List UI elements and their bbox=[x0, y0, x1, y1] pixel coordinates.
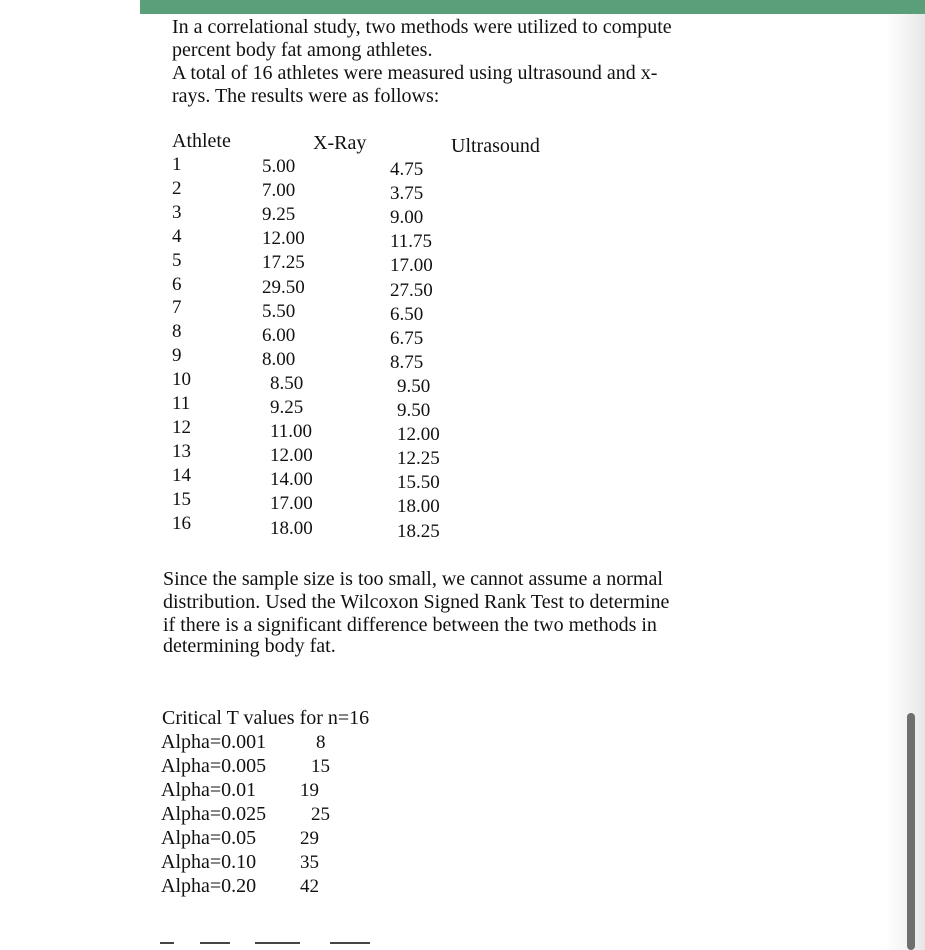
ultrasound-value: 18.25 bbox=[397, 520, 440, 542]
top-bar bbox=[0, 0, 925, 14]
intro-line-3: A total of 16 athletes were measured using ultrasound and x- bbox=[172, 62, 658, 84]
xray-value: 14.00 bbox=[270, 469, 313, 491]
intro-line-4: rays. The results were as follows: bbox=[172, 85, 440, 107]
athlete-id: 9 bbox=[172, 345, 182, 367]
scroll-track bbox=[885, 14, 925, 950]
xray-value: 17.25 bbox=[262, 252, 305, 274]
xray-value: 11.00 bbox=[270, 421, 313, 443]
xray-value: 5.50 bbox=[262, 300, 296, 322]
xray-value: 12.00 bbox=[270, 445, 313, 467]
intro-line-2: percent body fat among athletes. bbox=[172, 39, 433, 61]
alpha-label: Alpha=0.025 bbox=[161, 803, 267, 825]
alpha-label: Alpha=0.20 bbox=[161, 875, 257, 897]
athlete-id: 10 bbox=[172, 369, 191, 391]
xray-value: 29.50 bbox=[262, 276, 305, 298]
top-bar-blank bbox=[0, 0, 140, 14]
critical-t-value: 8 bbox=[316, 732, 326, 753]
critical-t-value: 15 bbox=[311, 756, 330, 777]
ultrasound-value: 12.25 bbox=[397, 448, 440, 470]
athlete-id: 8 bbox=[172, 321, 182, 343]
athlete-id: 3 bbox=[172, 201, 182, 223]
xray-value: 8.50 bbox=[270, 372, 304, 394]
athlete-id: 2 bbox=[172, 177, 182, 199]
ultrasound-value: 17.00 bbox=[390, 255, 433, 277]
athlete-id: 13 bbox=[172, 440, 191, 462]
xray-value: 18.00 bbox=[270, 517, 313, 539]
athlete-id: 14 bbox=[172, 464, 191, 486]
athlete-id: 6 bbox=[172, 273, 182, 295]
critical-t-value: 25 bbox=[311, 804, 330, 825]
ultrasound-value: 6.50 bbox=[390, 303, 424, 325]
ultrasound-value: 15.50 bbox=[397, 472, 440, 494]
intro-line-1: In a correlational study, two methods were utilized to compute bbox=[172, 16, 672, 38]
critical-title: Critical T values for n=16 bbox=[162, 707, 370, 729]
alpha-label: Alpha=0.005 bbox=[161, 755, 267, 777]
alpha-label: Alpha=0.001 bbox=[161, 731, 267, 753]
explanation-line-1: Since the sample size is too small, we cannot assume a normal bbox=[163, 568, 663, 590]
xray-value: 8.00 bbox=[262, 348, 296, 370]
athlete-id: 1 bbox=[172, 154, 182, 175]
ultrasound-value: 11.75 bbox=[390, 231, 433, 253]
athlete-id: 15 bbox=[172, 488, 191, 510]
xray-value: 5.00 bbox=[262, 156, 296, 177]
ultrasound-value: 12.00 bbox=[397, 424, 440, 446]
xray-value: 9.25 bbox=[270, 397, 304, 418]
alpha-label: Alpha=0.10 bbox=[161, 851, 257, 873]
athlete-id: 5 bbox=[172, 249, 182, 271]
xray-value: 17.00 bbox=[270, 493, 313, 515]
athlete-id: 11 bbox=[172, 393, 191, 414]
ultrasound-value: 9.00 bbox=[390, 207, 424, 229]
critical-t-value: 19 bbox=[300, 780, 319, 801]
athlete-id: 7 bbox=[172, 297, 182, 319]
critical-t-value: 29 bbox=[300, 828, 319, 849]
header-athlete: Athlete bbox=[172, 130, 231, 152]
xray-value: 12.00 bbox=[262, 228, 305, 250]
critical-t-value: 35 bbox=[300, 852, 319, 873]
header-ultrasound: Ultrasound bbox=[451, 135, 540, 157]
athlete-id: 16 bbox=[172, 512, 191, 534]
explanation-line-2: distribution. Used the Wilcoxon Signed Rank Test to determine bbox=[163, 591, 670, 613]
cutoff-text bbox=[160, 942, 400, 950]
top-bar-accent bbox=[140, 0, 925, 14]
explanation-line-3: if there is a significant difference between the two methods in bbox=[163, 614, 657, 636]
critical-t-value: 42 bbox=[300, 876, 319, 897]
ultrasound-value: 3.75 bbox=[390, 183, 424, 205]
ultrasound-value: 6.75 bbox=[390, 327, 424, 349]
explanation-line-4: determining body fat. bbox=[163, 635, 336, 657]
ultrasound-value: 9.50 bbox=[397, 375, 431, 397]
ultrasound-value: 9.50 bbox=[397, 400, 431, 421]
xray-value: 6.00 bbox=[262, 324, 296, 346]
ultrasound-value: 18.00 bbox=[397, 496, 440, 518]
alpha-label: Alpha=0.01 bbox=[161, 779, 257, 801]
xray-value: 9.25 bbox=[262, 204, 296, 226]
alpha-label: Alpha=0.05 bbox=[161, 827, 257, 849]
xray-value: 7.00 bbox=[262, 180, 296, 202]
ultrasound-value: 4.75 bbox=[390, 159, 424, 180]
header-xray: X-Ray bbox=[313, 132, 367, 154]
scrollbar-thumb[interactable] bbox=[907, 713, 915, 950]
athlete-id: 4 bbox=[172, 225, 182, 247]
ultrasound-value: 8.75 bbox=[390, 351, 424, 373]
ultrasound-value: 27.50 bbox=[390, 279, 433, 301]
athlete-id: 12 bbox=[172, 416, 191, 438]
